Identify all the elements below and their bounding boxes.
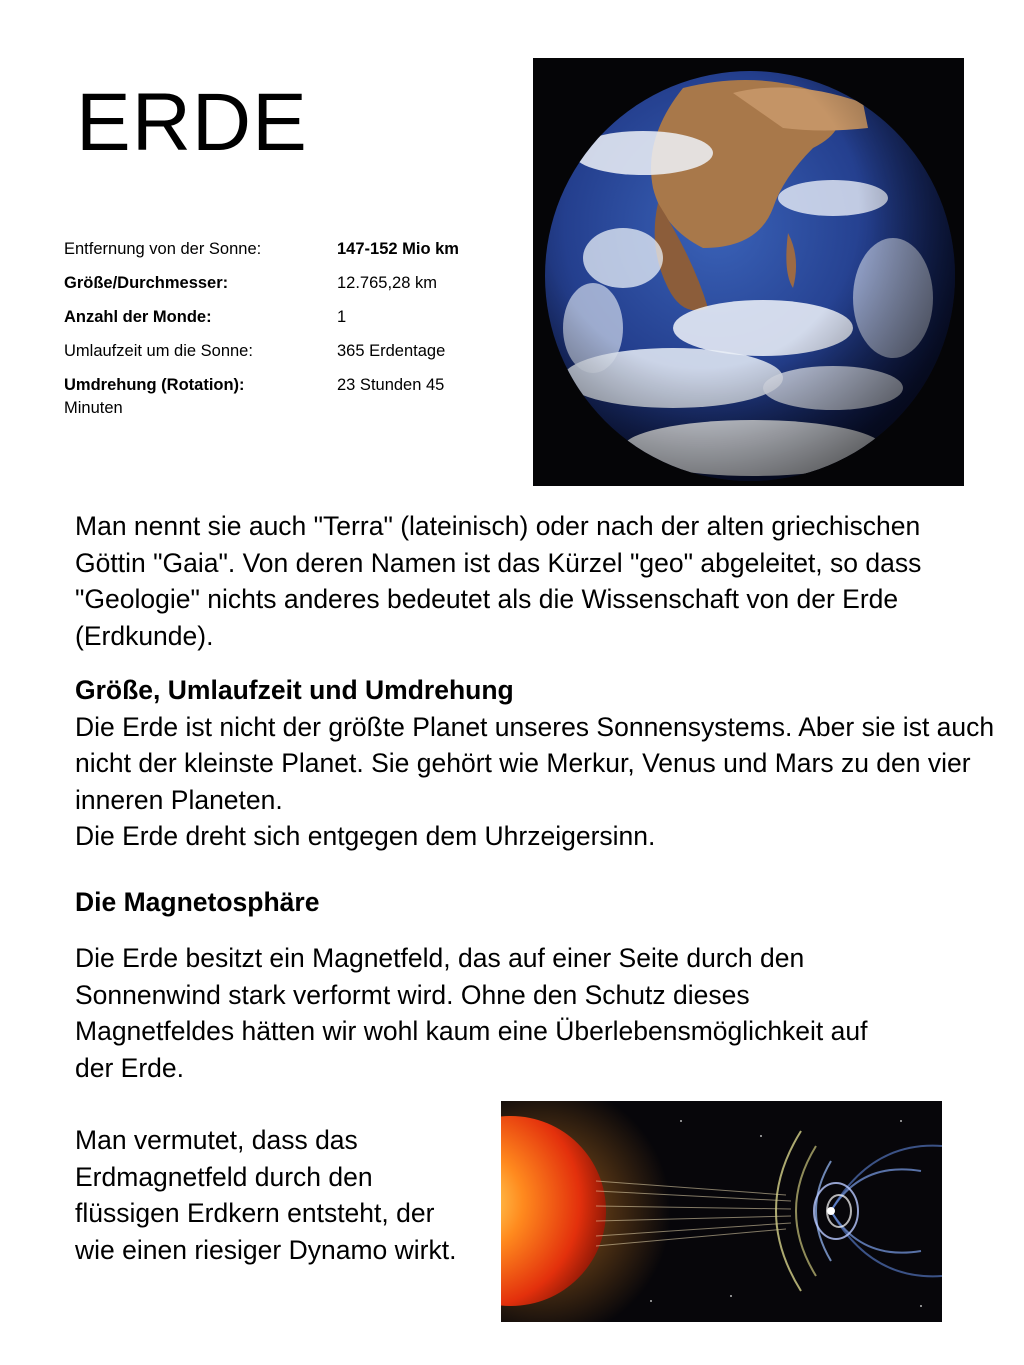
fact-row <box>64 342 504 376</box>
section-text: Die Erde dreht sich entgegen dem Uhrzeigersinn. <box>75 821 656 851</box>
earth-globe-image <box>533 58 964 486</box>
fact-label: Umdrehung (Rotation): <box>64 376 245 394</box>
magnetosphere-image <box>501 1101 942 1322</box>
fact-label: Entfernung von der Sonne: <box>64 240 262 258</box>
intro-paragraph: Man nennt sie auch "Terra" (lateinisch) oder nach der alten griechischen Göttin "Gaia". Von deren Namen ist das Kürzel "geo" abgeleitet, so dass "Geologie" nichts anderes bedeutet als die Wissenschaft von der Erde (Erdkunde). <box>75 511 922 651</box>
section-heading: Größe, Umlaufzeit und Umdrehung <box>75 675 514 705</box>
fact-value: 12.765,28 km <box>337 274 437 292</box>
section-heading-magnetosphere: Die Magnetosphäre <box>75 887 320 917</box>
fact-row <box>64 308 504 342</box>
facts-table <box>64 240 504 426</box>
fact-row <box>64 274 504 308</box>
page-title: ERDE <box>76 77 308 168</box>
fact-label: Anzahl der Monde: <box>64 308 212 326</box>
magnetosphere-paragraph: Die Erde besitzt ein Magnetfeld, das auf einer Seite durch den Sonnenwind stark verformt wird. Ohne den Schutz dieses Magnetfeldes hätten wir wohl kaum eine Überlebensmöglichkeit auf der Erde. <box>75 943 868 1083</box>
fact-value: 365 Erdentage <box>337 342 446 360</box>
section-text: Die Erde ist nicht der größte Planet unseres Sonnensystems. Aber sie ist auch nicht der kleinste Planet. Sie gehört wie Merkur, Venus und Mars zu den vier inneren Planeten. <box>75 711 995 815</box>
sun-earth-magnetosphere-illustration <box>501 1101 942 1322</box>
fact-value: 23 Stunden 45 <box>337 376 445 394</box>
dynamo-paragraph: Man vermutet, dass das Erdmagnetfeld durch den flüssigen Erdkern entsteht, der wie einen riesiger Dynamo wirkt. <box>75 1125 457 1265</box>
fact-value: 147-152 Mio km <box>337 240 459 258</box>
fact-label: Größe/Durchmesser: <box>64 274 229 292</box>
fact-row <box>64 376 504 426</box>
earth-photo <box>533 58 964 486</box>
fact-row <box>64 240 504 274</box>
section-size <box>75 672 1005 855</box>
fact-value: 1 <box>337 308 347 326</box>
fact-label: Umlaufzeit um die Sonne: <box>64 342 253 360</box>
fact-value-wrap: Minuten <box>64 399 123 417</box>
